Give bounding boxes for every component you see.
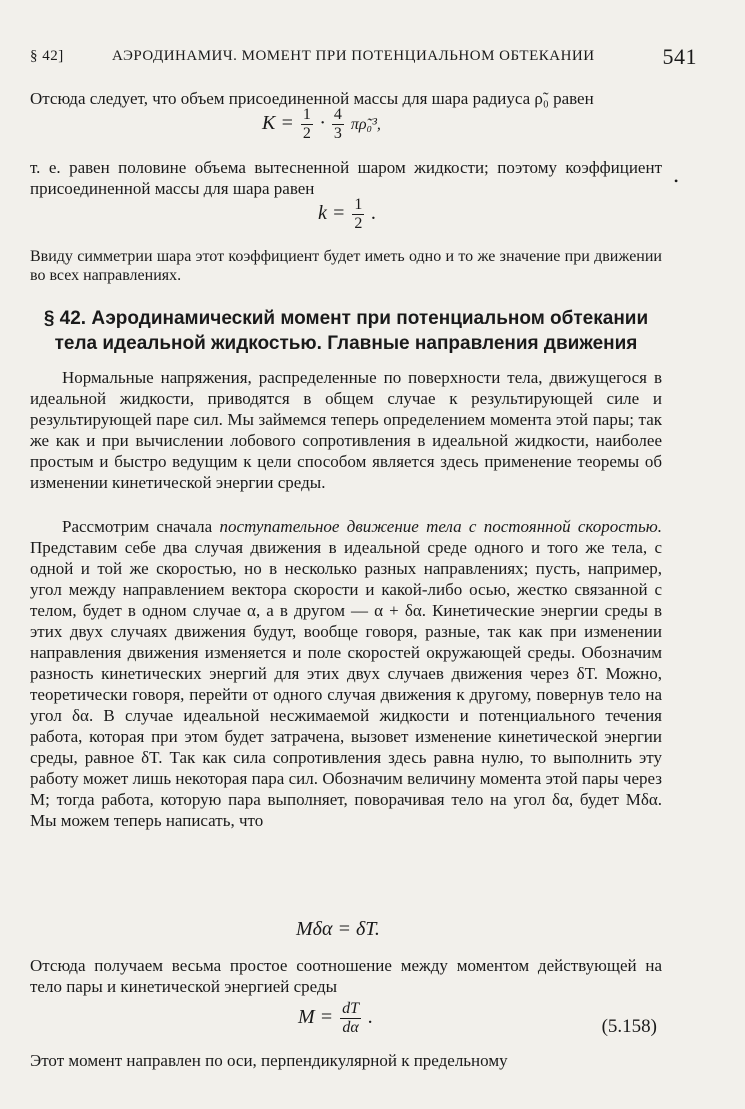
fraction-four-thirds <box>332 106 344 143</box>
formula-coefficient-lhs: k = <box>318 202 346 225</box>
header-title: АЭРОДИНАМИЧ. МОМЕНТ ПРИ ПОТЕНЦИАЛЬНОМ ОБТЕКАНИИ <box>112 48 595 64</box>
equation-number: (5.158) <box>601 1016 657 1037</box>
formula-volume <box>262 106 381 143</box>
fraction-numerator: 1 <box>354 196 363 213</box>
fraction-denominator: 3 <box>333 125 342 142</box>
fraction-numerator: 4 <box>333 106 342 123</box>
paragraph-1: Отсюда следует, что объем присоединенной массы для шара радиуса ρ̃₀ равен <box>30 89 594 108</box>
paragraph-5 <box>30 516 662 831</box>
formula-coefficient <box>318 196 376 233</box>
paragraph-5-start: Рассмотрим сначала <box>62 517 220 536</box>
paragraph-5-emphasis: поступательное движение тела с постоянной скоростью. <box>219 517 663 536</box>
margin-mark: • <box>674 174 679 188</box>
paragraph-5-rest: Представим себе два случая движения в идеальной среде одного и того же тела, с одной и той же скоростью, но в несколько разных направлениях; пусть, например, угол между направлением вектора скорости и какой-либо осью, жестко связанной с телом, будет в одном случае α, а в другом — α + δα. Кинетические энергии среды в этих двух случаях движения будут, вообще говоря, разные, так как при изменении направления движения изменяется и поле скоростей окружающей среды. Обозначим разность кинетических энергий для этих двух случаев движения через δT. Можно, теоретически говоря, перейти от одного случая движения к другому, повернув тело на угол δα. В случае идеальной несжимаемой жидкости и потенциального течения работа, которая при этом будет затрачена, вызовет изменение кинетической энергии среды, равное δT. Так как сила сопротивления здесь равна нулю, то выполнить эту работу может лишь некоторая пара сил. Обозначим величину момента этой пары через M; тогда работа, которую пара выполняет, поворачивая тело на угол δα, будет Mδα. Мы можем теперь написать, что <box>30 538 662 830</box>
fraction-numerator: 1 <box>302 106 311 123</box>
paragraph-3: Ввиду симметрии шара этот коэффициент будет иметь одно и то же значение при движении во всех направлениях. <box>30 248 662 284</box>
section-heading: § 42. Аэродинамический момент при потенциальном обтекании тела идеальной жидкостью. Главные направления движения <box>43 308 649 354</box>
fraction-one-half <box>352 196 364 233</box>
paragraph-4: Нормальные напряжения, распределенные по поверхности тела, движущегося в идеальной жидкости, приводятся в общем случае к результирующей силе и результирующей паре сил. Мы займемся теперь определением момента этой пары; так же как и при вычислении лобового сопротивления в идеальной жидкости, наиболее простым и быстро ведущим к цели способом является здесь применение теоремы об изменении кинетической энергии среды. <box>30 368 662 492</box>
header-section-ref: § 42] <box>30 48 64 64</box>
formula-coefficient-tail: . <box>371 202 377 225</box>
fraction-dT-dalpha <box>340 1000 361 1037</box>
paragraph-6: Отсюда получаем весьма простое соотношение между моментом действующей на тело пары и кинетической энергией среды <box>30 956 662 996</box>
multiply-dot: · <box>319 112 325 135</box>
paragraph-7: Этот момент направлен по оси, перпендикулярной к предельному <box>30 1051 508 1070</box>
formula-moment <box>298 1000 373 1037</box>
fraction-denominator: 2 <box>354 215 363 232</box>
fraction-denominator: dα <box>342 1019 359 1036</box>
fraction-numerator: dT <box>342 1000 360 1017</box>
fraction-one-half <box>301 106 313 143</box>
formula-moment-lhs: M = <box>298 1006 334 1029</box>
running-header <box>30 44 705 70</box>
formula-moment-tail: . <box>368 1006 374 1029</box>
formula-moment-work: Mδα = δT. <box>296 918 380 940</box>
page-number: 541 <box>662 44 697 69</box>
formula-volume-tail: πρ̃₀³, <box>350 116 381 134</box>
formula-volume-lhs: K = <box>262 112 294 135</box>
fraction-denominator: 2 <box>302 125 311 142</box>
paragraph-2: т. е. равен половине объема вытесненной шаром жидкости; поэтому коэффициент присоединенной массы для шара равен <box>30 158 662 198</box>
